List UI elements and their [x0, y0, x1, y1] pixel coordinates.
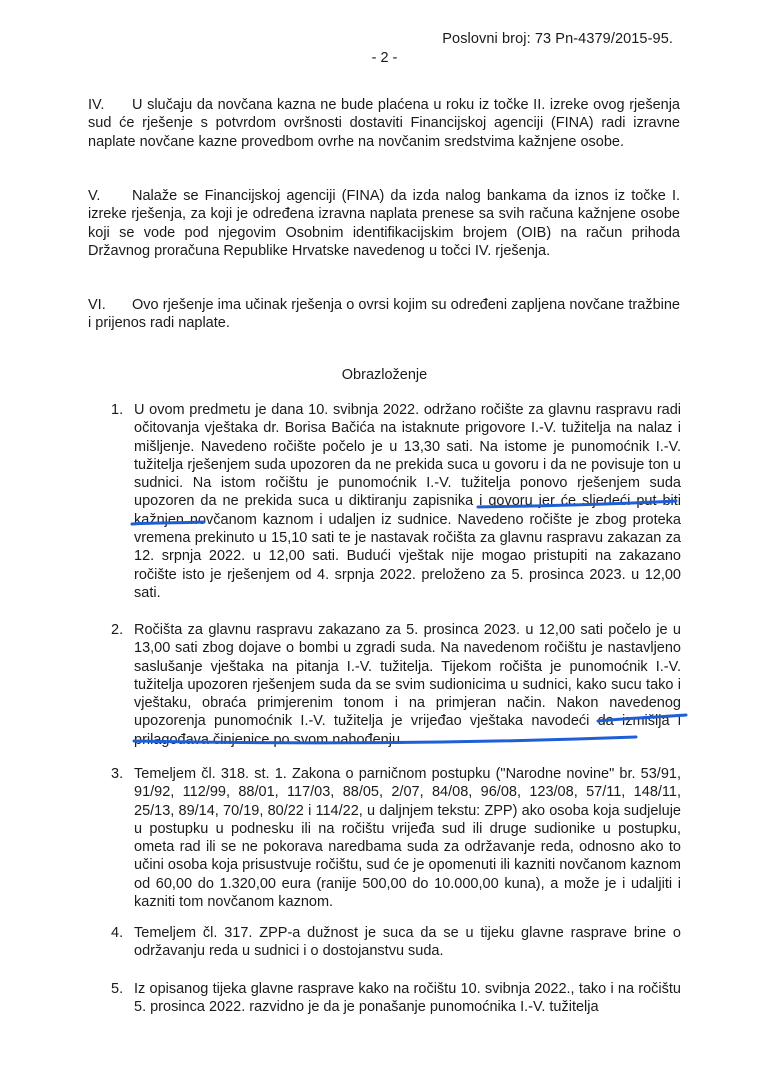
item-number: 2.: [111, 622, 124, 638]
item-text: Nalaže se Financijskoj agenciji (FINA) da izda nalog bankama da iznos iz točke I. izreke rješenja, za koji je određena izravna naplata prenese sa svih računa kažnjene osobe koji se vode pod njegovim Osobnim identifikacijskim brojem (OIB) na račun prihoda Državnog proračuna Republike Hrvatske navedenog u točci IV. rješenja.: [88, 188, 680, 259]
item-text: Ovo rješenje ima učinak rješenja o ovrsi kojim su određeni zapljena novčane tražbine i prijenos radi naplate.: [88, 297, 680, 332]
operative-item-v: [88, 187, 680, 260]
section-heading: Obrazloženje: [341, 367, 428, 383]
operative-item-vi: [88, 296, 680, 333]
reasoning-item-1: [111, 401, 681, 602]
item-text: U slučaju da novčana kazna ne bude plaćena u roku iz točke II. izreke ovog rješenja sud će rješenje s potvrdom ovršnosti dostaviti Financijskoj agenciji (FINA) radi izravne naplate novčane kazne provedbom ovrhe na novčanim sredstvima kažnjene osobe.: [88, 97, 680, 150]
case-number: Poslovni broj: 73 Pn-4379/2015-95.: [442, 31, 673, 47]
item-text: Temeljem čl. 317. ZPP-a dužnost je suca da se u tijeku glavne rasprave brine o održavanju reda u sudnici i o dostojanstvu suda.: [134, 925, 681, 960]
item-number: 4.: [111, 925, 124, 941]
item-number: IV.: [88, 97, 105, 113]
operative-item-iv: [88, 96, 680, 151]
item-number: VI.: [88, 297, 106, 313]
item-number: 5.: [111, 981, 124, 997]
item-text: U ovom predmetu je dana 10. svibnja 2022. održano ročište za glavnu raspravu radi očitovanja vještaka dr. Borisa Bačića na istaknute prigovore I.-V. tužitelja na nalaz i mišljenje. Navedeno ročište počelo je u 13,30 sati. Na istome je punomoćnik I.-V. tužitelja rješenjem suda upozoren da ne prekida suca u govoru i da ne povisuje ton u sudnici. Na istom ročištu je punomoćnik I.-V. tužitelja ponovo rješenjem suda upozoren da ne prekida suca u diktiranju zapisnika i govoru jer će sljedeći put biti kažnjen novčanom kaznom i udaljen iz sudnice. Navedeno ročište je zbog proteka vremena prekinuto u 15,10 sati te je nastavak ročišta za glavnu raspravu zakazan za 12. srpnja 2022. u 12,00 sati. Budući vještak nije mogao pristupiti na zakazano ročište isto je rješenjem od 4. srpnja 2022. preloženo za 5. prosinca 2023. u 12,00 sati.: [134, 402, 681, 601]
reasoning-item-3: [111, 765, 681, 911]
item-text: Iz opisanog tijeka glavne rasprave kako na ročištu 10. svibnja 2022., tako i na ročištu 5. prosinca 2022. razvidno je da je ponašanje punomoćnika I.-V. tužitelja: [134, 981, 681, 1016]
reasoning-item-4: [111, 924, 681, 961]
item-text: Ročišta za glavnu raspravu zakazano za 5. prosinca 2023. u 12,00 sati počelo je u 13,00 sati zbog dojave o bombi u zgradi suda. Na navedenom ročištu je nastavljeno saslušanje vještaka na pitanja I.-V. tužitelja. Tijekom ročišta je punomoćnik I.-V. tužitelja upozoren rješenjem suda da se svim sudionicima u sudnici, kako sucu tako i vještaku, obraća primjerenim tonom i na primjeran način. Nakon navedenog upozorenja punomoćnik I.-V. tužitelja je vrijeđao vještaka navodeći da izmišlja i prilagođava činjenice po svom nahođenju.: [134, 622, 681, 748]
page-number: - 2 -: [371, 50, 398, 66]
item-number: V.: [88, 188, 101, 204]
item-number: 1.: [111, 402, 124, 418]
item-number: 3.: [111, 766, 124, 782]
reasoning-item-5: [111, 980, 681, 1017]
item-text: Temeljem čl. 318. st. 1. Zakona o parničnom postupku ("Narodne novine" br. 53/91, 91/92, 112/99, 88/01, 117/03, 88/05, 2/07, 84/08, 96/08, 123/08, 57/11, 148/11, 25/13, 89/14, 70/19, 80/22 i 114/22, u daljnjem tekstu: ZPP) ako osoba koja sudjeluje u postupku u podnesku ili na ročištu vrijeđa sud ili druge sudionike u postupku, ometa rad ili se ne pokorava naredbama suda za održavanje reda, odnosno ako to učini osoba koja prisustvuje ročištu, sud će je opomenuti ili kazniti novčanom kaznom od 60,00 do 1.320,00 eura (ranije 500,00 do 10.000,00 kuna), a može je i udaljiti i kazniti tom novčanom kaznom.: [134, 766, 681, 911]
reasoning-item-2: [111, 621, 681, 749]
